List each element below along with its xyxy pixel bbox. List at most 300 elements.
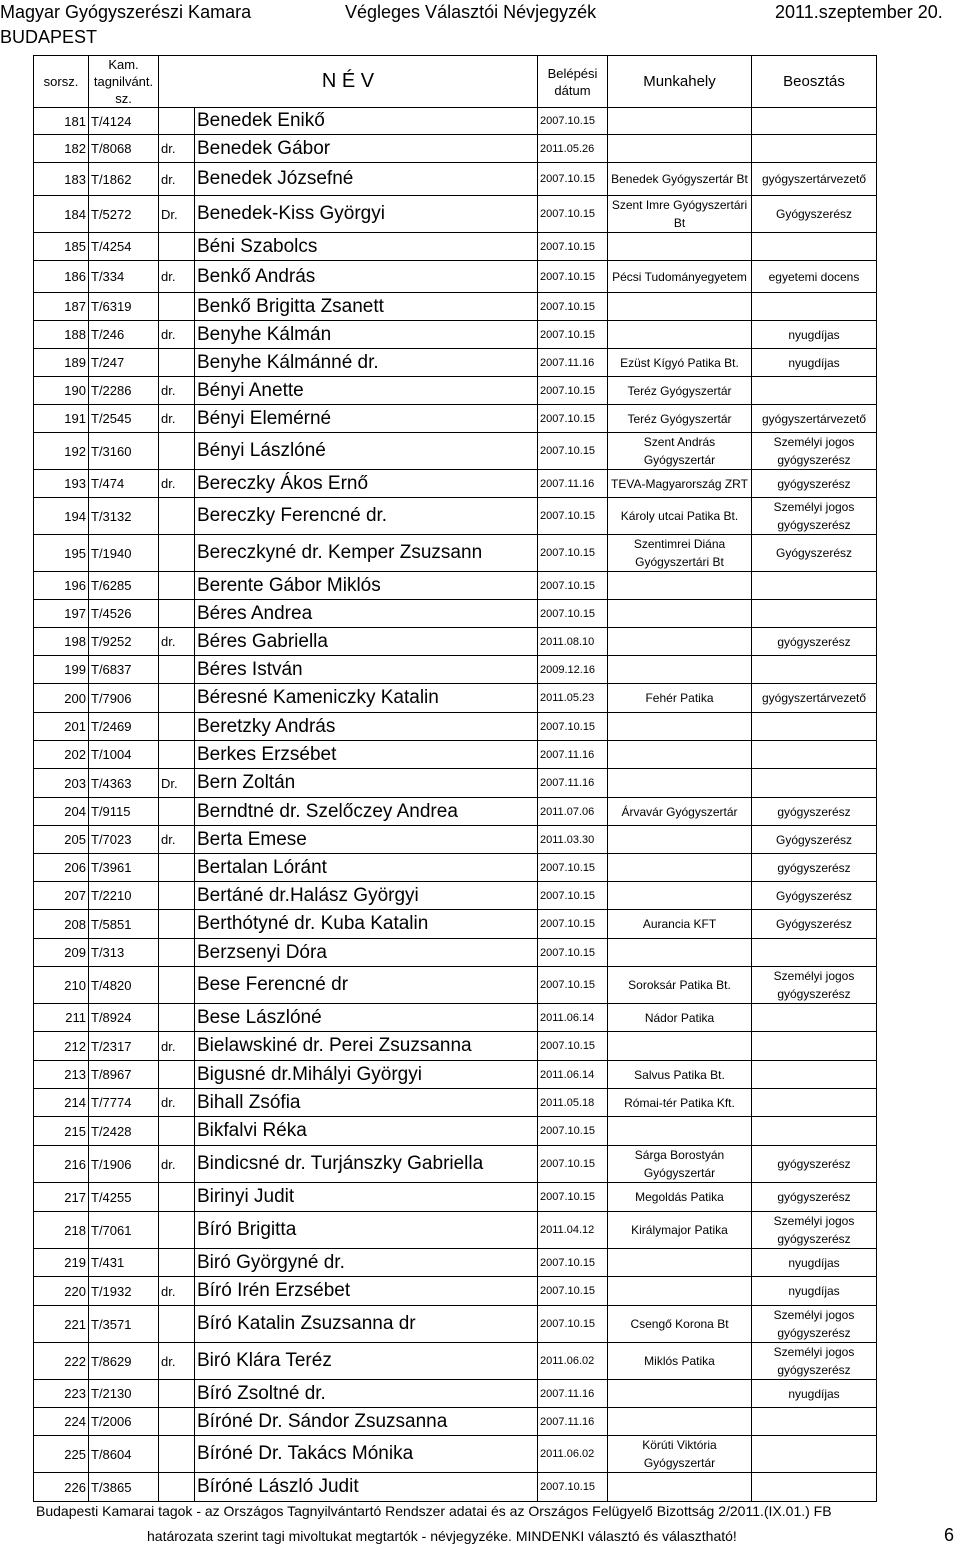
workplace: Szent András Gyógyszertár [608,433,752,470]
position [752,108,877,135]
row-number: 217 [34,1183,89,1212]
title-prefix [159,1408,195,1436]
position [752,939,877,967]
member-name: Bereczky Ferencné dr. [195,498,538,535]
row-number: 208 [34,910,89,939]
position [752,1473,877,1502]
col-beosztas: Beosztás [752,56,877,108]
workplace: Királymajor Patika [608,1212,752,1249]
title-prefix [159,293,195,321]
workplace: Csengő Korona Bt [608,1306,752,1343]
position [752,377,877,405]
join-date: 2011.06.02 [538,1343,608,1380]
member-name: Bényi Lászlóné [195,433,538,470]
position [752,769,877,798]
member-name: Bíró Katalin Zsuzsanna dr [195,1306,538,1343]
member-id: T/474 [89,470,159,498]
join-date: 2007.10.15 [538,163,608,196]
title-prefix [159,233,195,261]
member-id: T/7774 [89,1089,159,1117]
row-number: 197 [34,600,89,628]
table-row [34,498,877,535]
row-number: 222 [34,1343,89,1380]
row-number: 195 [34,535,89,572]
workplace [608,1473,752,1502]
member-id: T/6285 [89,572,159,600]
workplace: Római-tér Patika Kft. [608,1089,752,1117]
table-row [34,826,877,854]
join-date: 2011.04.12 [538,1212,608,1249]
workplace [608,233,752,261]
title-prefix [159,1212,195,1249]
position [752,600,877,628]
row-number: 204 [34,798,89,826]
member-id: T/3160 [89,433,159,470]
workplace [608,293,752,321]
position: gyógyszertárvezető [752,163,877,196]
row-number: 219 [34,1249,89,1277]
member-name: Benyhe Kálmánné dr. [195,349,538,377]
row-number: 186 [34,261,89,293]
member-name: Benkő Brigitta Zsanett [195,293,538,321]
row-number: 205 [34,826,89,854]
col-sorsz: sorsz. [34,56,89,108]
position: Személyi jogos gyógyszerész [752,1343,877,1380]
row-number: 184 [34,196,89,233]
workplace [608,656,752,684]
table-row [34,163,877,196]
position [752,233,877,261]
position: Gyógyszerész [752,535,877,572]
workplace [608,108,752,135]
join-date: 2011.06.14 [538,1004,608,1032]
title-prefix [159,656,195,684]
member-name: Birinyi Judit [195,1183,538,1212]
workplace [608,1032,752,1061]
table-row [34,741,877,769]
member-id: T/8068 [89,135,159,163]
row-number: 183 [34,163,89,196]
position: Gyógyszerész [752,196,877,233]
position: gyógyszertárvezető [752,405,877,433]
workplace [608,713,752,741]
title-prefix: dr. [159,405,195,433]
member-id: T/4254 [89,233,159,261]
workplace [608,939,752,967]
position: Gyógyszerész [752,882,877,910]
member-id: T/8924 [89,1004,159,1032]
row-number: 199 [34,656,89,684]
member-id: T/4526 [89,600,159,628]
title-prefix: dr. [159,261,195,293]
member-id: T/313 [89,939,159,967]
workplace: Szent Imre Gyógyszertári Bt [608,196,752,233]
join-date: 2007.11.16 [538,769,608,798]
row-number: 216 [34,1146,89,1183]
position [752,656,877,684]
member-id: T/4820 [89,967,159,1004]
title-prefix: Dr. [159,769,195,798]
table-row [34,1408,877,1436]
table-row [34,628,877,656]
join-date: 2007.10.15 [538,108,608,135]
table-row [34,1032,877,1061]
row-number: 220 [34,1277,89,1306]
title-prefix: dr. [159,628,195,656]
member-id: T/431 [89,1249,159,1277]
member-name: Bern Zoltán [195,769,538,798]
table-row [34,293,877,321]
member-name: Berente Gábor Miklós [195,572,538,600]
member-name: Bindicsné dr. Turjánszky Gabriella [195,1146,538,1183]
table-row [34,135,877,163]
member-id: T/2130 [89,1380,159,1408]
row-number: 209 [34,939,89,967]
row-number: 212 [34,1032,89,1061]
join-date: 2011.08.10 [538,628,608,656]
position: egyetemi docens [752,261,877,293]
row-number: 221 [34,1306,89,1343]
title-prefix: dr. [159,470,195,498]
workplace: Sárga Borostyán Gyógyszertár [608,1146,752,1183]
table-row [34,939,877,967]
table-body [34,108,877,1502]
table-row [34,470,877,498]
workplace: Pécsi Tudományegyetem [608,261,752,293]
join-date: 2007.11.16 [538,741,608,769]
position: gyógyszerész [752,1183,877,1212]
table-row [34,433,877,470]
position: Személyi jogos gyógyszerész [752,433,877,470]
page-header [0,0,960,50]
table-row [34,882,877,910]
title-prefix [159,1004,195,1032]
workplace [608,741,752,769]
title-prefix [159,108,195,135]
member-id: T/4363 [89,769,159,798]
position: gyógyszerész [752,1146,877,1183]
table-row [34,535,877,572]
member-name: Béresné Kameniczky Katalin [195,684,538,713]
workplace: Teréz Gyógyszertár [608,377,752,405]
position: Személyi jogos gyógyszerész [752,967,877,1004]
workplace: Aurancia KFT [608,910,752,939]
workplace [608,1380,752,1408]
table-row [34,261,877,293]
footer-line-2: határozata szerint tagi mivoltukat megtartók - névjegyzéke. MINDENKI választó és választható! [147,1528,737,1544]
table-row [34,1436,877,1473]
title-prefix: dr. [159,163,195,196]
workplace: Teréz Gyógyszertár [608,405,752,433]
table-row [34,684,877,713]
table-row [34,321,877,349]
member-id: T/7906 [89,684,159,713]
workplace: Salvus Patika Bt. [608,1061,752,1089]
title-prefix [159,572,195,600]
org-name: Magyar Gyógyszerészi Kamara [0,2,252,22]
member-id: T/3571 [89,1306,159,1343]
workplace [608,882,752,910]
member-name: Béni Szabolcs [195,233,538,261]
col-kam: Kam. tagnilvánt. sz. [89,56,159,108]
title-prefix [159,967,195,1004]
table-row [34,1212,877,1249]
member-name: Béres Gabriella [195,628,538,656]
member-name: Bíróné László Judit [195,1473,538,1502]
workplace [608,1277,752,1306]
join-date: 2007.10.15 [538,1183,608,1212]
member-id: T/2286 [89,377,159,405]
row-number: 203 [34,769,89,798]
member-id: T/9252 [89,628,159,656]
workplace [608,769,752,798]
title-prefix [159,349,195,377]
member-name: Bényi Anette [195,377,538,405]
title-prefix: dr. [159,321,195,349]
table-header-row [34,56,877,108]
member-name: Bihall Zsófia [195,1089,538,1117]
member-id: T/1932 [89,1277,159,1306]
row-number: 202 [34,741,89,769]
workplace [608,600,752,628]
row-number: 213 [34,1061,89,1089]
table-row [34,1183,877,1212]
title-prefix: Dr. [159,196,195,233]
position: Személyi jogos gyógyszerész [752,1306,877,1343]
workplace [608,854,752,882]
table-row [34,1306,877,1343]
title-prefix [159,1117,195,1146]
title-prefix [159,1380,195,1408]
member-name: Berndtné dr. Szelőczey Andrea [195,798,538,826]
join-date: 2007.10.15 [538,572,608,600]
title-prefix [159,600,195,628]
document-title: Végleges Választói Névjegyzék [345,2,597,22]
member-id: T/4124 [89,108,159,135]
member-id: T/2428 [89,1117,159,1146]
join-date: 2007.10.15 [538,535,608,572]
table-row [34,798,877,826]
workplace [608,135,752,163]
row-number: 191 [34,405,89,433]
table-row [34,967,877,1004]
position: nyugdíjas [752,1249,877,1277]
position: gyógyszerész [752,854,877,882]
join-date: 2007.10.15 [538,498,608,535]
table-row [34,349,877,377]
row-number: 193 [34,470,89,498]
member-id: T/5851 [89,910,159,939]
member-id: T/6837 [89,656,159,684]
join-date: 2007.10.15 [538,713,608,741]
join-date: 2007.10.15 [538,261,608,293]
workplace [608,826,752,854]
workplace: TEVA-Magyarország ZRT [608,470,752,498]
workplace: Körúti Viktória Gyógyszertár [608,1436,752,1473]
footer-line-1: Budapesti Kamarai tagok - az Országos Tagnyilvántartó Rendszer adatai és az Országos Felügyelő Bizottság 2/2011.(IX.01.) FB [36,1503,832,1519]
member-id: T/9115 [89,798,159,826]
join-date: 2007.10.15 [538,405,608,433]
workplace: Ezüst Kígyó Patika Bt. [608,349,752,377]
member-id: T/2006 [89,1408,159,1436]
workplace [608,1249,752,1277]
workplace: Miklós Patika [608,1343,752,1380]
table-row [34,196,877,233]
title-prefix: dr. [159,377,195,405]
col-belepesi: Belépési dátum [538,56,608,108]
member-id: T/246 [89,321,159,349]
member-id: T/8629 [89,1343,159,1380]
position: Személyi jogos gyógyszerész [752,498,877,535]
member-name: Benedek Józsefné [195,163,538,196]
member-name: Berta Emese [195,826,538,854]
join-date: 2007.10.15 [538,854,608,882]
member-name: Béres Andrea [195,600,538,628]
title-prefix [159,854,195,882]
table-row [34,377,877,405]
member-name: Bertáné dr.Halász Györgyi [195,882,538,910]
member-id: T/1940 [89,535,159,572]
title-prefix [159,1183,195,1212]
join-date: 2007.10.15 [538,377,608,405]
join-date: 2007.10.15 [538,1277,608,1306]
row-number: 181 [34,108,89,135]
join-date: 2011.05.26 [538,135,608,163]
join-date: 2007.11.16 [538,470,608,498]
row-number: 196 [34,572,89,600]
row-number: 224 [34,1408,89,1436]
row-number: 200 [34,684,89,713]
join-date: 2007.10.15 [538,600,608,628]
title-prefix [159,1436,195,1473]
table-row [34,1117,877,1146]
member-name: Berthótyné dr. Kuba Katalin [195,910,538,939]
join-date: 2007.10.15 [538,1249,608,1277]
member-name: Bíró Zsoltné dr. [195,1380,538,1408]
title-prefix: dr. [159,135,195,163]
row-number: 190 [34,377,89,405]
row-number: 185 [34,233,89,261]
row-number: 214 [34,1089,89,1117]
join-date: 2007.10.15 [538,321,608,349]
row-number: 211 [34,1004,89,1032]
workplace [608,321,752,349]
position [752,1061,877,1089]
title-prefix [159,1306,195,1343]
position: gyógyszertárvezető [752,684,877,713]
title-prefix [159,713,195,741]
row-number: 187 [34,293,89,321]
title-prefix: dr. [159,1277,195,1306]
row-number: 201 [34,713,89,741]
workplace [608,1408,752,1436]
member-name: Bíró Brigitta [195,1212,538,1249]
table-row [34,600,877,628]
member-name: Bereczkyné dr. Kemper Zsuzsann [195,535,538,572]
workplace [608,628,752,656]
row-number: 218 [34,1212,89,1249]
join-date: 2007.10.15 [538,939,608,967]
position [752,1032,877,1061]
title-prefix: dr. [159,826,195,854]
member-name: Benyhe Kálmán [195,321,538,349]
member-name: Bikfalvi Réka [195,1117,538,1146]
workplace: Szentimrei Diána Gyógyszertári Bt [608,535,752,572]
col-nev: N É V [159,56,538,108]
title-prefix [159,910,195,939]
table-row [34,1343,877,1380]
table-row [34,1277,877,1306]
position [752,713,877,741]
position: nyugdíjas [752,321,877,349]
member-name: Berkes Erzsébet [195,741,538,769]
member-name: Beretzky András [195,713,538,741]
join-date: 2007.10.15 [538,882,608,910]
member-name: Bese Lászlóné [195,1004,538,1032]
join-date: 2007.10.15 [538,967,608,1004]
position [752,1436,877,1473]
join-date: 2007.11.16 [538,349,608,377]
row-number: 223 [34,1380,89,1408]
position: gyógyszerész [752,628,877,656]
member-id: T/4255 [89,1183,159,1212]
table-row [34,108,877,135]
title-prefix: dr. [159,1343,195,1380]
member-id: T/2469 [89,713,159,741]
city: BUDAPEST [0,27,98,47]
join-date: 2007.10.15 [538,293,608,321]
row-number: 194 [34,498,89,535]
member-id: T/2210 [89,882,159,910]
member-name: Bertalan Lóránt [195,854,538,882]
table-row [34,1380,877,1408]
join-date: 2007.11.16 [538,1408,608,1436]
join-date: 2007.10.15 [538,1473,608,1502]
member-name: Bényi Elemérné [195,405,538,433]
join-date: 2007.10.15 [538,233,608,261]
join-date: 2007.10.15 [538,1032,608,1061]
col-munkahely: Munkahely [608,56,752,108]
join-date: 2007.10.15 [538,196,608,233]
join-date: 2011.05.23 [538,684,608,713]
position [752,135,877,163]
workplace: Fehér Patika [608,684,752,713]
table-row [34,1249,877,1277]
table-row [34,1473,877,1502]
title-prefix [159,882,195,910]
title-prefix [159,684,195,713]
row-number: 210 [34,967,89,1004]
member-id: T/3132 [89,498,159,535]
workplace: Soroksár Patika Bt. [608,967,752,1004]
row-number: 198 [34,628,89,656]
voter-table [33,55,877,1502]
member-id: T/7023 [89,826,159,854]
join-date: 2007.10.15 [538,910,608,939]
member-name: Benedek Enikő [195,108,538,135]
member-id: T/2545 [89,405,159,433]
row-number: 188 [34,321,89,349]
position: gyógyszerész [752,798,877,826]
join-date: 2009.12.16 [538,656,608,684]
position [752,293,877,321]
title-prefix [159,535,195,572]
member-id: T/7061 [89,1212,159,1249]
member-name: Bíróné Dr. Takács Mónika [195,1436,538,1473]
position [752,1089,877,1117]
page-number: 6 [944,1525,955,1545]
workplace [608,1117,752,1146]
